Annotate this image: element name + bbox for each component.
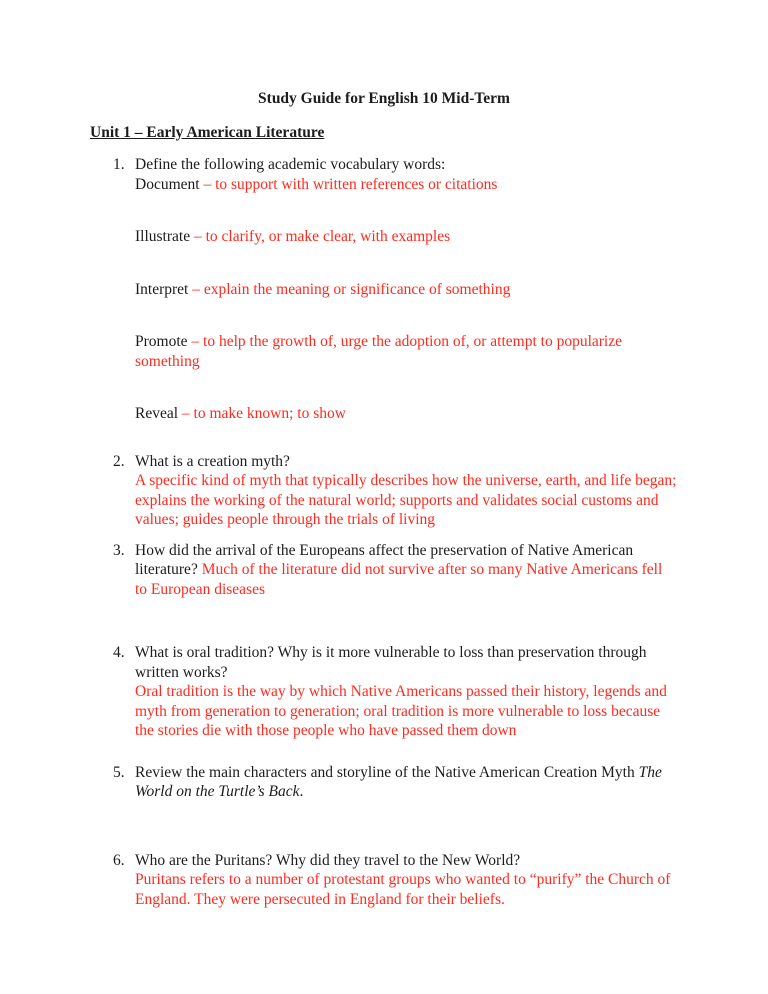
question-5	[90, 763, 678, 802]
vocab-definition: – explain the meaning or significance of something	[192, 280, 511, 298]
document-title: Study Guide for English 10 Mid-Term	[258, 90, 510, 107]
question-6-answer: Puritans refers to a number of protestant groups who wanted to “purify” the Church of England. They were persecuted in England for their beliefs.	[135, 871, 671, 908]
question-3-answer: Much of the literature did not survive after so many Native Americans fell to European diseases	[135, 561, 663, 598]
question-2-prompt: What is a creation myth?	[135, 452, 290, 470]
question-5-prompt-suffix: .	[299, 783, 304, 800]
question-4-number: 4.	[113, 644, 125, 661]
vocab-definition: – to clarify, or make clear, with examples	[193, 228, 451, 245]
vocab-entry-reveal	[135, 404, 678, 424]
question-3	[90, 541, 678, 600]
question-1-prompt: Define the following academic vocabulary words:	[135, 156, 446, 173]
question-4	[90, 643, 678, 741]
question-6-prompt: Who are the Puritans? Why did they travel to the New World?	[135, 851, 521, 869]
question-5-number: 5.	[113, 763, 125, 781]
question-2-body	[135, 452, 678, 530]
vocab-term: Interpret	[135, 280, 189, 298]
vocab-term: Illustrate	[135, 228, 191, 245]
question-2-answer: A specific kind of myth that typically describes how the universe, earth, and life began; explains the working of the natural world; supports and validates social customs and values; guides people through the trials of living	[135, 472, 677, 528]
question-1	[90, 155, 678, 424]
question-4-body	[135, 643, 678, 741]
question-3-body	[135, 541, 678, 600]
question-4-prompt: What is oral tradition? Why is it more vulnerable to loss than preservation through written works?	[135, 644, 647, 681]
question-1-number: 1.	[113, 156, 125, 173]
question-4-answer: Oral tradition is the way by which Native Americans passed their history, legends and myth from generation to generation; oral tradition is more vulnerable to loss because the stories die with those people who have passed them down	[135, 683, 667, 739]
question-5-prompt: Review the main characters and storyline of the Native American Creation Myth	[135, 763, 635, 781]
vocab-definition: – to support with written references or citations	[203, 175, 498, 193]
question-5-body	[135, 763, 678, 802]
vocab-entry-promote	[135, 332, 678, 371]
vocab-definition: – to help the growth of, urge the adoption of, or attempt to popularize something	[135, 333, 623, 370]
question-1-body	[135, 155, 678, 424]
question-6-body	[135, 851, 678, 910]
vocab-entry-illustrate	[135, 227, 678, 247]
question-2-number: 2.	[113, 452, 125, 470]
question-5-book-title: The World on the Turtle’s Back	[135, 763, 662, 800]
vocab-term: Document	[135, 175, 200, 193]
vocab-term: Promote	[135, 333, 188, 350]
vocab-entry-document	[135, 175, 678, 195]
vocab-term: Reveal	[135, 405, 179, 422]
unit-1-heading: Unit 1 – Early American Literature	[90, 123, 325, 141]
question-3-number: 3.	[113, 541, 125, 559]
question-6	[90, 851, 678, 910]
question-6-number: 6.	[113, 851, 125, 869]
vocab-definition: – to make known; to show	[181, 405, 346, 422]
question-list	[90, 155, 678, 909]
question-3-prompt: How did the arrival of the Europeans affect the preservation of Native American literature?	[135, 541, 634, 578]
question-2	[90, 452, 678, 530]
vocab-entry-interpret	[135, 280, 678, 300]
